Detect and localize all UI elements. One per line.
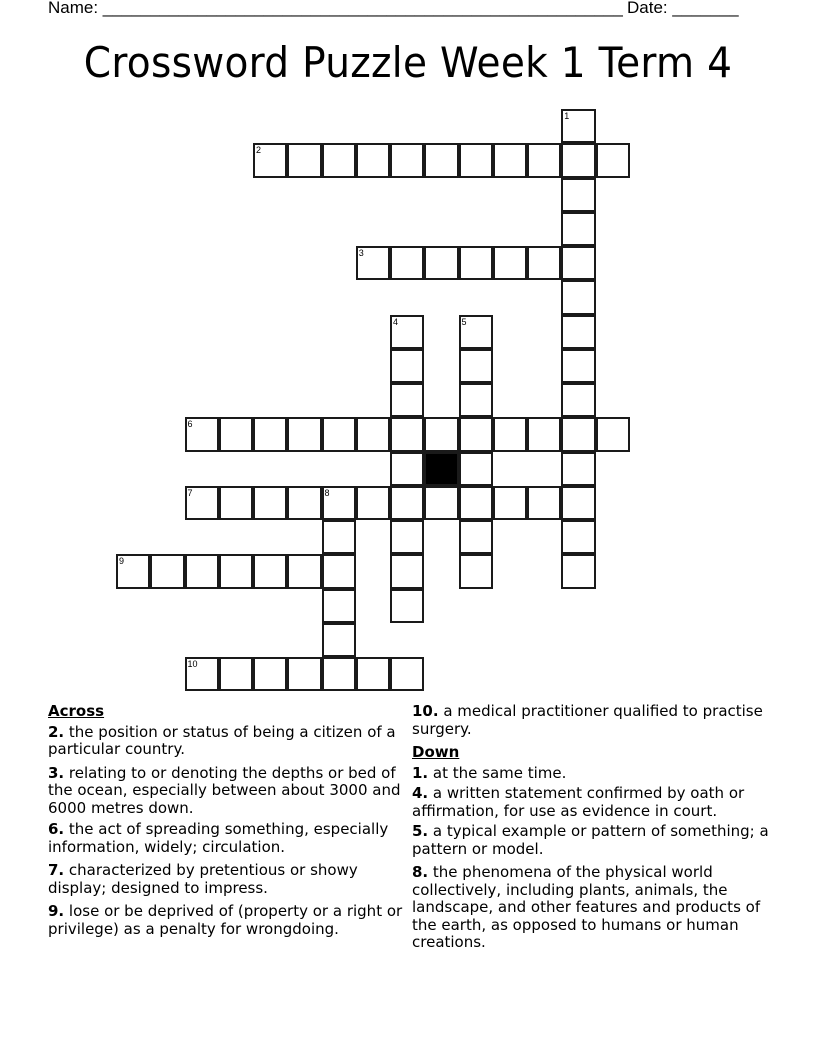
cell-number: 5 (461, 316, 467, 327)
grid-cell[interactable] (561, 520, 595, 554)
clue-text: at the same time. (428, 763, 567, 782)
grid-cell[interactable] (322, 589, 356, 623)
cell-number: 9 (119, 556, 125, 567)
clues-left-column (48, 703, 404, 944)
name-field-label: Name: _______________________________________________________ (48, 0, 623, 17)
grid-cell[interactable] (561, 246, 595, 280)
clue-across-7 (48, 862, 404, 897)
clue-number: 8. (412, 863, 429, 881)
grid-cell[interactable] (253, 417, 287, 451)
grid-cell[interactable] (322, 623, 356, 657)
grid-cell[interactable] (322, 417, 356, 451)
grid-cell[interactable] (493, 486, 527, 520)
clue-text: the act of spreading something, especially information, widely; circulation. (48, 820, 389, 856)
grid-cell[interactable] (561, 486, 595, 520)
grid-cell[interactable] (561, 109, 595, 143)
grid-cell[interactable] (390, 452, 424, 486)
grid-cell[interactable] (459, 349, 493, 383)
grid-cell[interactable] (253, 554, 287, 588)
cell-number: 2 (256, 145, 262, 156)
grid-cell[interactable] (459, 486, 493, 520)
cell-number: 1 (564, 111, 570, 121)
cell-number: 4 (393, 316, 399, 327)
grid-cell[interactable] (322, 143, 356, 177)
clue-text: the phenomena of the physical world collectively, including plants, animals, the landscape, and other features and products of the earth, as opposed to humans or human creations. (412, 863, 761, 951)
grid-cell[interactable] (322, 657, 356, 691)
grid-cell[interactable] (561, 554, 595, 588)
clue-down-8 (412, 864, 777, 952)
clue-down-1 (412, 765, 777, 783)
grid-cell[interactable] (459, 383, 493, 417)
grid-cell[interactable] (527, 486, 561, 520)
grid-cell[interactable] (561, 143, 595, 177)
clue-across-10 (412, 703, 777, 738)
grid-cell[interactable] (493, 246, 527, 280)
clue-across-9 (48, 903, 404, 938)
grid-cell[interactable] (150, 554, 184, 588)
grid-cell[interactable] (287, 143, 321, 177)
clue-text: characterized by pretentious or showy display; designed to impress. (48, 861, 358, 897)
grid-cell[interactable] (424, 417, 458, 451)
clue-number: 10. (412, 702, 439, 720)
grid-cell[interactable] (459, 143, 493, 177)
clue-text: lose or be deprived of (property or a right or privilege) as a penalty for wrongdoing. (48, 902, 403, 938)
grid-cell[interactable] (287, 657, 321, 691)
grid-cell[interactable] (390, 486, 424, 520)
clue-text: the position or status of being a citizen of a particular country. (48, 722, 396, 758)
grid-cell[interactable] (424, 486, 458, 520)
clue-number: 4. (412, 784, 429, 802)
grid-cell[interactable] (356, 657, 390, 691)
grid-cell[interactable] (253, 657, 287, 691)
grid-cell[interactable] (527, 143, 561, 177)
grid-cell[interactable] (596, 143, 630, 177)
cell-number: 3 (358, 248, 364, 258)
grid-cell[interactable] (219, 486, 253, 520)
clue-number: 5. (412, 822, 429, 840)
grid-cell[interactable] (561, 280, 595, 314)
grid-cell[interactable] (527, 417, 561, 451)
grid-cell[interactable] (424, 143, 458, 177)
clue-down-5 (412, 823, 777, 858)
grid-cell[interactable] (356, 246, 390, 280)
black-cell (424, 452, 458, 486)
grid-cell[interactable] (561, 212, 595, 246)
grid-cell[interactable] (390, 383, 424, 417)
grid-cell[interactable] (219, 554, 253, 588)
cell-number: 6 (187, 419, 193, 430)
grid-cell[interactable] (390, 657, 424, 691)
grid-cell[interactable] (459, 315, 493, 349)
across-heading: Across (48, 702, 105, 720)
grid-cell[interactable] (185, 657, 219, 691)
grid-cell[interactable] (253, 486, 287, 520)
clue-across-3 (48, 765, 404, 818)
grid-cell[interactable] (185, 554, 219, 588)
cell-number: 10 (187, 659, 198, 669)
grid-cell[interactable] (561, 315, 595, 349)
grid-cell[interactable] (219, 417, 253, 451)
grid-cell[interactable] (356, 143, 390, 177)
grid-cell[interactable] (253, 143, 287, 177)
grid-cell[interactable] (459, 452, 493, 486)
grid-cell[interactable] (459, 520, 493, 554)
grid-cell[interactable] (287, 554, 321, 588)
grid-cell[interactable] (390, 143, 424, 177)
down-heading: Down (412, 743, 460, 761)
clue-across-6 (48, 821, 404, 856)
clue-text: relating to or denoting the depths or bed of the ocean, especially between about 3000 and 6000 metres down. (48, 763, 401, 817)
grid-cell[interactable] (287, 486, 321, 520)
grid-cell[interactable] (390, 417, 424, 451)
clue-number: 3. (48, 763, 65, 782)
grid-cell[interactable] (390, 315, 424, 349)
date-field-label: Date: _______ (627, 0, 739, 17)
grid-cell[interactable] (596, 417, 630, 451)
grid-cell[interactable] (527, 246, 561, 280)
clue-number: 7. (48, 861, 65, 879)
clue-down-4 (412, 785, 777, 820)
grid-cell[interactable] (424, 246, 458, 280)
clue-text: a medical practitioner qualified to practise surgery. (412, 702, 763, 738)
grid-cell[interactable] (390, 589, 424, 623)
grid-cell[interactable] (561, 452, 595, 486)
cell-number: 8 (324, 487, 330, 498)
grid-cell[interactable] (287, 417, 321, 451)
clue-number: 2. (48, 722, 65, 741)
grid-cell[interactable] (390, 520, 424, 554)
clue-text: a typical example or pattern of something; a pattern or model. (412, 822, 769, 858)
grid-cell[interactable] (322, 486, 356, 520)
grid-cell[interactable] (459, 554, 493, 588)
grid-cell[interactable] (322, 520, 356, 554)
clue-number: 6. (48, 820, 65, 838)
page-title: Crossword Puzzle Week 1 Term 4 (83, 38, 733, 87)
grid-cell[interactable] (390, 349, 424, 383)
grid-cell[interactable] (561, 417, 595, 451)
clue-text: a written statement confirmed by oath or affirmation, for use as evidence in court. (412, 784, 745, 820)
grid-cell[interactable] (116, 554, 150, 588)
grid-cell[interactable] (561, 178, 595, 212)
grid-cell[interactable] (390, 554, 424, 588)
clues-right-column (412, 703, 777, 958)
grid-cell[interactable] (356, 417, 390, 451)
grid-cell[interactable] (459, 246, 493, 280)
grid-cell[interactable] (493, 143, 527, 177)
grid-cell[interactable] (185, 417, 219, 451)
clue-number: 1. (412, 763, 429, 782)
grid-cell[interactable] (356, 486, 390, 520)
grid-cell[interactable] (561, 383, 595, 417)
grid-cell[interactable] (493, 417, 527, 451)
grid-cell[interactable] (322, 554, 356, 588)
cell-number: 7 (187, 487, 193, 498)
grid-cell[interactable] (561, 349, 595, 383)
clue-across-2 (48, 724, 404, 759)
grid-cell[interactable] (185, 486, 219, 520)
grid-cell[interactable] (390, 246, 424, 280)
grid-cell[interactable] (459, 417, 493, 451)
clue-number: 9. (48, 902, 65, 920)
grid-cell[interactable] (219, 657, 253, 691)
